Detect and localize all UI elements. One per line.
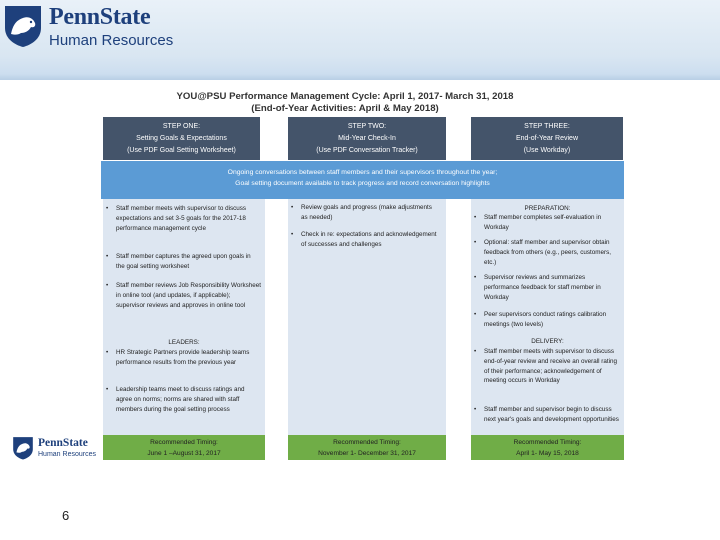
step-three-timing: [471, 435, 624, 460]
list-item: [471, 405, 621, 425]
pennstate-hr-logo: [3, 4, 173, 48]
step-one-header: [103, 117, 260, 160]
list-item: [103, 281, 261, 310]
logo-human-resources-text: Human Resources: [49, 31, 174, 49]
bullet-icon: •: [106, 253, 109, 260]
list-item: [103, 204, 261, 233]
step-three-header: [471, 117, 623, 160]
list-item-text: Staff member reviews Job Responsibility Worksheet in online tool (and updates, if applicable); supervisor reviews and approves in online tool: [116, 282, 262, 309]
timing-value: June 1 –August 31, 2017: [147, 450, 221, 457]
list-item-text: HR Strategic Partners provide leadership teams performance results from the previous year: [116, 349, 250, 366]
nittany-lion-shield-icon: [12, 436, 34, 460]
list-item-text: Staff member meets with supervisor to discuss end-of-year review and receive an overall rating of their performance; acknowledgement of meeting occurs in Workday: [484, 348, 618, 385]
step-one-name: Setting Goals & Expectations: [136, 135, 227, 142]
step-three-tool: (Use Workday): [523, 147, 571, 154]
timing-label: Recommended Timing:: [333, 439, 401, 446]
step-two-header: [288, 117, 446, 160]
step-one-timing: [103, 435, 265, 460]
step-two-name: Mid-Year Check-In: [338, 135, 396, 142]
step-one-label: STEP ONE:: [162, 123, 201, 130]
step-two-label: STEP TWO:: [347, 123, 387, 130]
bullet-icon: •: [474, 406, 477, 413]
bullet-icon: •: [106, 386, 109, 393]
bullet-icon: •: [106, 205, 109, 212]
bullet-icon: •: [291, 204, 294, 211]
nittany-lion-shield-icon: [3, 4, 43, 48]
preparation-heading: PREPARATION:: [524, 205, 571, 212]
step-three-label: STEP THREE:: [524, 123, 570, 130]
delivery-heading: DELIVERY:: [531, 338, 564, 345]
list-item-text: Check in re: expectations and acknowledgement of successes and challenges: [301, 231, 437, 248]
timing-label: Recommended Timing:: [513, 439, 582, 446]
list-item: [471, 347, 621, 386]
page-subtitle: (End-of-Year Activities: April & May 2018): [251, 103, 439, 114]
timing-label: Recommended Timing:: [150, 439, 218, 446]
bullet-icon: •: [474, 348, 477, 355]
list-item-text: Staff member meets with supervisor to discuss expectations and set 3-5 goals for the 2017-18 performance management cycle: [116, 205, 247, 232]
list-item: [103, 252, 261, 272]
list-item-text: Optional: staff member and supervisor obtain feedback from others (e.g., peers, customers, etc.): [484, 239, 612, 266]
bullet-icon: •: [474, 311, 477, 318]
ongoing-conversations-bar: [101, 161, 624, 199]
bullet-icon: •: [474, 274, 477, 281]
list-item: [471, 238, 621, 267]
bullet-icon: •: [474, 239, 477, 246]
list-item: [103, 348, 261, 368]
list-item: [471, 310, 621, 330]
step-two-tool: (Use PDF Conversation Tracker): [316, 147, 418, 154]
bullet-icon: •: [474, 214, 477, 221]
list-item: [471, 213, 621, 233]
list-item-text: Supervisor reviews and summarizes performance feedback for staff member in Workday: [484, 274, 601, 301]
list-item: [288, 230, 438, 250]
ongoing-line2: Goal setting document available to track progress and record conversation highlights: [235, 180, 490, 187]
page-title: YOU@PSU Performance Management Cycle: April 1, 2017- March 31, 2018: [176, 91, 514, 102]
list-item-text: Review goals and progress (make adjustments as needed): [301, 204, 432, 221]
logo-pennstate-text: PennState: [49, 3, 151, 30]
footer-logo-pennstate-text: PennState: [38, 436, 88, 449]
step-one-column: [103, 199, 265, 435]
list-item-text: Peer supervisors conduct ratings calibration meetings (two levels): [484, 311, 607, 328]
bullet-icon: •: [106, 349, 109, 356]
step-three-column: [471, 199, 624, 435]
page-number: 6: [62, 508, 70, 523]
step-two-column: [288, 199, 446, 435]
list-item-text: Staff member and supervisor begin to discuss next year's goals and development opportunities: [484, 406, 619, 423]
list-item-text: Staff member completes self-evaluation in Workday: [484, 214, 602, 231]
footer-logo: [12, 436, 96, 460]
list-item-text: Leadership teams meet to discuss ratings and agree on norms; norms are shared with staff members during the goal setting process: [116, 386, 245, 413]
timing-value: November 1- December 31, 2017: [318, 450, 416, 457]
bullet-icon: •: [291, 231, 294, 238]
step-one-tool: (Use PDF Goal Setting Worksheet): [127, 147, 236, 154]
ongoing-line1: Ongoing conversations between staff members and their supervisors throughout the year;: [227, 169, 498, 176]
step-three-name: End-of-Year Review: [516, 135, 578, 142]
list-item: [103, 385, 261, 414]
bullet-icon: •: [106, 282, 109, 289]
leaders-heading: LEADERS:: [168, 339, 200, 346]
timing-value: April 1- May 15, 2018: [516, 450, 579, 457]
step-two-timing: [288, 435, 446, 460]
footer-logo-hr-text: Human Resources: [38, 451, 96, 459]
list-item: [471, 273, 621, 302]
list-item: [288, 203, 438, 223]
list-item-text: Staff member captures the agreed upon goals in the goal setting worksheet: [116, 253, 251, 270]
